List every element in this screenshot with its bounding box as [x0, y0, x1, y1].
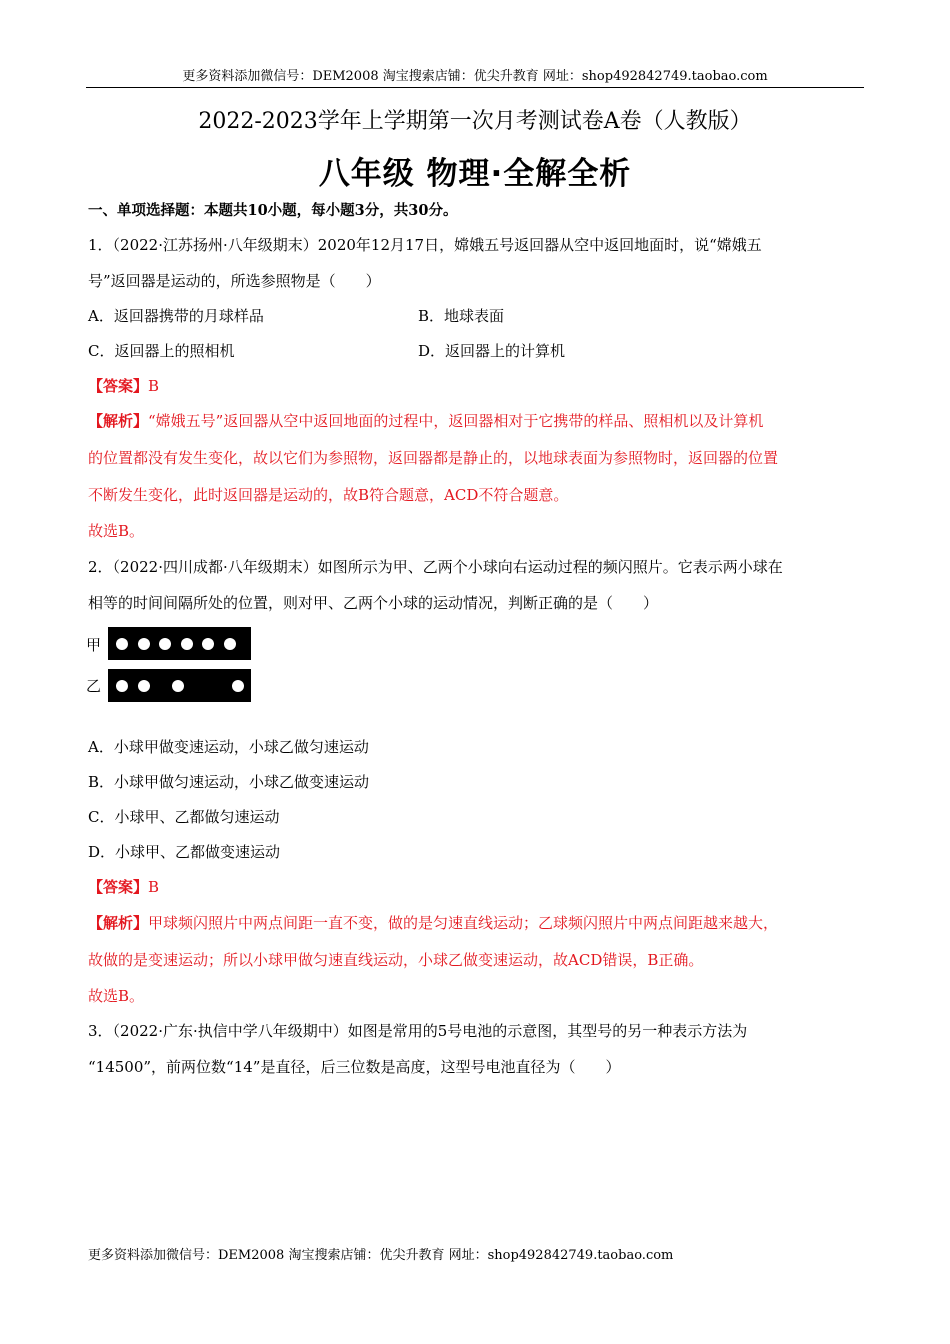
- yi-ball-3: [172, 680, 184, 692]
- q3-stem-line1: 3．（2022·广东·执信中学八年级期中）如图是常用的5号电池的示意图，其型号的另一种表示方法为: [88, 1022, 748, 1040]
- q1-conclusion: 故选B。: [88, 522, 145, 540]
- q1-stem-line1: 1．（2022·江苏扬州·八年级期末）2020年12月17日，嫦娥五号返回器从空中返回地面时，说“嫦娥五: [88, 236, 762, 254]
- q1-option-b: B．地球表面: [418, 307, 505, 325]
- q1-option-d: D．返回器上的计算机: [418, 342, 566, 360]
- strip-label-jia: 甲: [86, 636, 102, 654]
- jia-ball-2: [138, 638, 150, 650]
- jia-ball-4: [181, 638, 193, 650]
- flash-photo-yi: [108, 669, 251, 702]
- q1-answer-label: 【答案】: [88, 377, 149, 395]
- exam-title: 2022-2023学年上学期第一次月考测试卷A卷（人教版）: [198, 109, 752, 134]
- q1-stem-line2: 号”返回器是运动的，所选参照物是（ ）: [88, 272, 381, 290]
- q2-analysis-line2: 故做的是变速运动；所以小球甲做匀速直线运动，小球乙做变速运动，故ACD错误，B正确。: [88, 951, 704, 969]
- q1-option-a: A．返回器携带的月球样品: [88, 307, 264, 325]
- q1-answer-value: B: [148, 377, 160, 395]
- q1-answer: [88, 375, 159, 397]
- yi-ball-4: [232, 680, 244, 692]
- q1-analysis-line2: 的位置都没有发生变化，故以它们为参照物，返回器都是静止的，以地球表面为参照物时，返回器的位置: [88, 449, 779, 467]
- q2-analysis-line1: [88, 912, 778, 934]
- jia-ball-3: [159, 638, 171, 650]
- q2-stem-line1: 2．（2022·四川成都·八年级期末）如图所示为甲、乙两个小球向右运动过程的频闪照片。它表示两小球在: [88, 558, 783, 576]
- page-footer: 更多资料添加微信号：DEM2008 淘宝搜索店铺：优尖升教育 网址：shop492842749.taobao.com: [88, 1248, 674, 1263]
- yi-ball-2: [138, 680, 150, 692]
- strip-label-yi: 乙: [86, 677, 102, 695]
- header-divider: [86, 87, 864, 88]
- q2-answer-value: B: [148, 878, 160, 896]
- q2-option-d: D．小球甲、乙都做变速运动: [88, 843, 281, 861]
- q1-option-c: C．返回器上的照相机: [88, 342, 235, 360]
- q2-answer-label: 【答案】: [88, 878, 149, 896]
- q1-analysis-text1: “嫦娥五号”返回器从空中返回地面的过程中，返回器相对于它携带的样品、照相机以及计算机: [148, 412, 764, 430]
- q2-conclusion: 故选B。: [88, 987, 145, 1005]
- q1-analysis-label: 【解析】: [88, 412, 149, 430]
- q2-answer: [88, 876, 159, 898]
- flash-photo-jia: [108, 627, 251, 660]
- q2-option-a: A．小球甲做变速运动，小球乙做匀速运动: [88, 738, 369, 756]
- page-header: 更多资料添加微信号：DEM2008 淘宝搜索店铺：优尖升教育 网址：shop492842749.taobao.com: [182, 69, 768, 84]
- q2-stem-line2: 相等的时间间隔所处的位置，则对甲、乙两个小球的运动情况，判断正确的是（ ）: [88, 594, 659, 612]
- q2-analysis-label: 【解析】: [88, 914, 149, 932]
- q3-stem-line2: “14500”，前两位数“14”是直径，后三位数是高度，这型号电池直径为（ ）: [88, 1058, 621, 1076]
- jia-ball-5: [202, 638, 214, 650]
- jia-ball-6: [224, 638, 236, 650]
- q1-analysis-line3: 不断发生变化，此时返回器是运动的，故B符合题意，ACD不符合题意。: [88, 486, 569, 504]
- yi-ball-1: [116, 680, 128, 692]
- q2-option-c: C．小球甲、乙都做匀速运动: [88, 808, 280, 826]
- q2-option-b: B．小球甲做匀速运动，小球乙做变速运动: [88, 773, 370, 791]
- q1-analysis-line1: [88, 410, 763, 432]
- exam-subtitle: 八年级 物理·全解全析: [318, 156, 632, 192]
- q2-analysis-text1: 甲球频闪照片中两点间距一直不变，做的是匀速直线运动；乙球频闪照片中两点间距越来越大，: [148, 914, 779, 932]
- jia-ball-1: [116, 638, 128, 650]
- section-heading: 一、单项选择题：本题共10小题，每小题3分，共30分。: [88, 202, 458, 219]
